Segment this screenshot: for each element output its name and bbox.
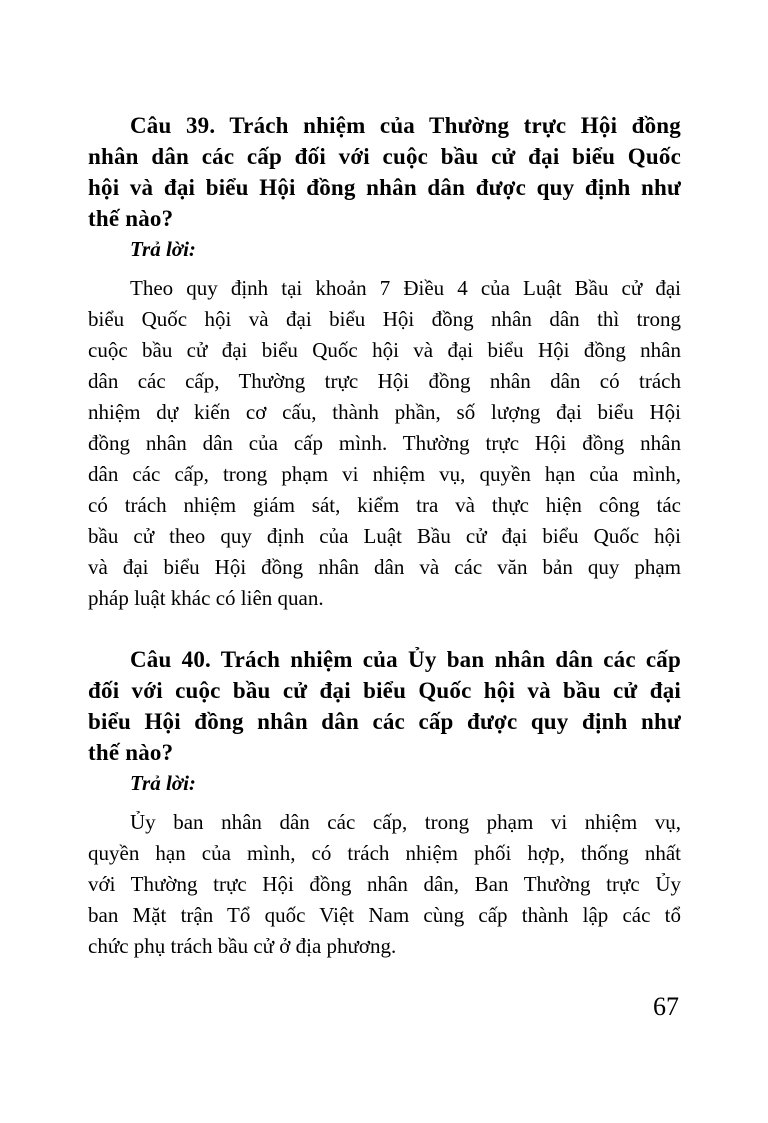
question-heading xyxy=(88,110,681,234)
answer-paragraph xyxy=(88,273,681,614)
text-line: hội và đại biểu Hội đồng nhân dân được quy định như xyxy=(88,175,681,200)
text-line: ban Mặt trận Tổ quốc Việt Nam cùng cấp thành lập các tổ xyxy=(88,903,681,927)
text-line: Ủy ban nhân dân các cấp, trong phạm vi nhiệm vụ, xyxy=(130,810,681,834)
answer-label: Trả lời: xyxy=(130,237,196,261)
text-line: cuộc bầu cử đại biểu Quốc hội và đại biểu Hội đồng nhân xyxy=(88,338,681,362)
text-line: nhân dân các cấp đối với cuộc bầu cử đại biểu Quốc xyxy=(88,144,681,169)
answer-paragraph xyxy=(88,807,681,962)
text-line: biểu Quốc hội và đại biểu Hội đồng nhân dân thì trong xyxy=(88,307,681,331)
text-line: thế nào? xyxy=(88,740,174,765)
text-line: đối với cuộc bầu cử đại biểu Quốc hội và bầu cử đại xyxy=(88,678,681,703)
text-line: chức phụ trách bầu cử ở địa phương. xyxy=(88,934,397,958)
text-line: dân các cấp, trong phạm vi nhiệm vụ, quyền hạn của mình, xyxy=(88,462,681,486)
text-line: dân các cấp, Thường trực Hội đồng nhân dân có trách xyxy=(88,369,681,393)
text-line: thế nào? xyxy=(88,206,174,231)
text-line: bầu cử theo quy định của Luật Bầu cử đại biểu Quốc hội xyxy=(88,524,681,548)
text-line: Câu 40. Trách nhiệm của Ủy ban nhân dân các cấp xyxy=(130,647,681,672)
text-line: Câu 39. Trách nhiệm của Thường trực Hội đồng xyxy=(130,113,681,138)
page-number: 67 xyxy=(653,992,679,1021)
page-content xyxy=(88,110,681,962)
text-line: pháp luật khác có liên quan. xyxy=(88,586,324,610)
text-line: quyền hạn của mình, có trách nhiệm phối hợp, thống nhất xyxy=(88,841,681,865)
question-heading xyxy=(88,644,681,768)
text-line: và đại biểu Hội đồng nhân dân và các văn bản quy phạm xyxy=(88,555,681,579)
text-line: đồng nhân dân của cấp mình. Thường trực Hội đồng nhân xyxy=(88,431,681,455)
answer-label: Trả lời: xyxy=(130,771,196,795)
text-line: có trách nhiệm giám sát, kiểm tra và thực hiện công tác xyxy=(88,493,681,517)
text-line: nhiệm dự kiến cơ cấu, thành phần, số lượng đại biểu Hội xyxy=(88,400,681,424)
text-line: biểu Hội đồng nhân dân các cấp được quy định như xyxy=(88,709,681,734)
text-line: Theo quy định tại khoản 7 Điều 4 của Luật Bầu cử đại xyxy=(130,276,681,300)
text-line: với Thường trực Hội đồng nhân dân, Ban Thường trực Ủy xyxy=(88,872,681,896)
